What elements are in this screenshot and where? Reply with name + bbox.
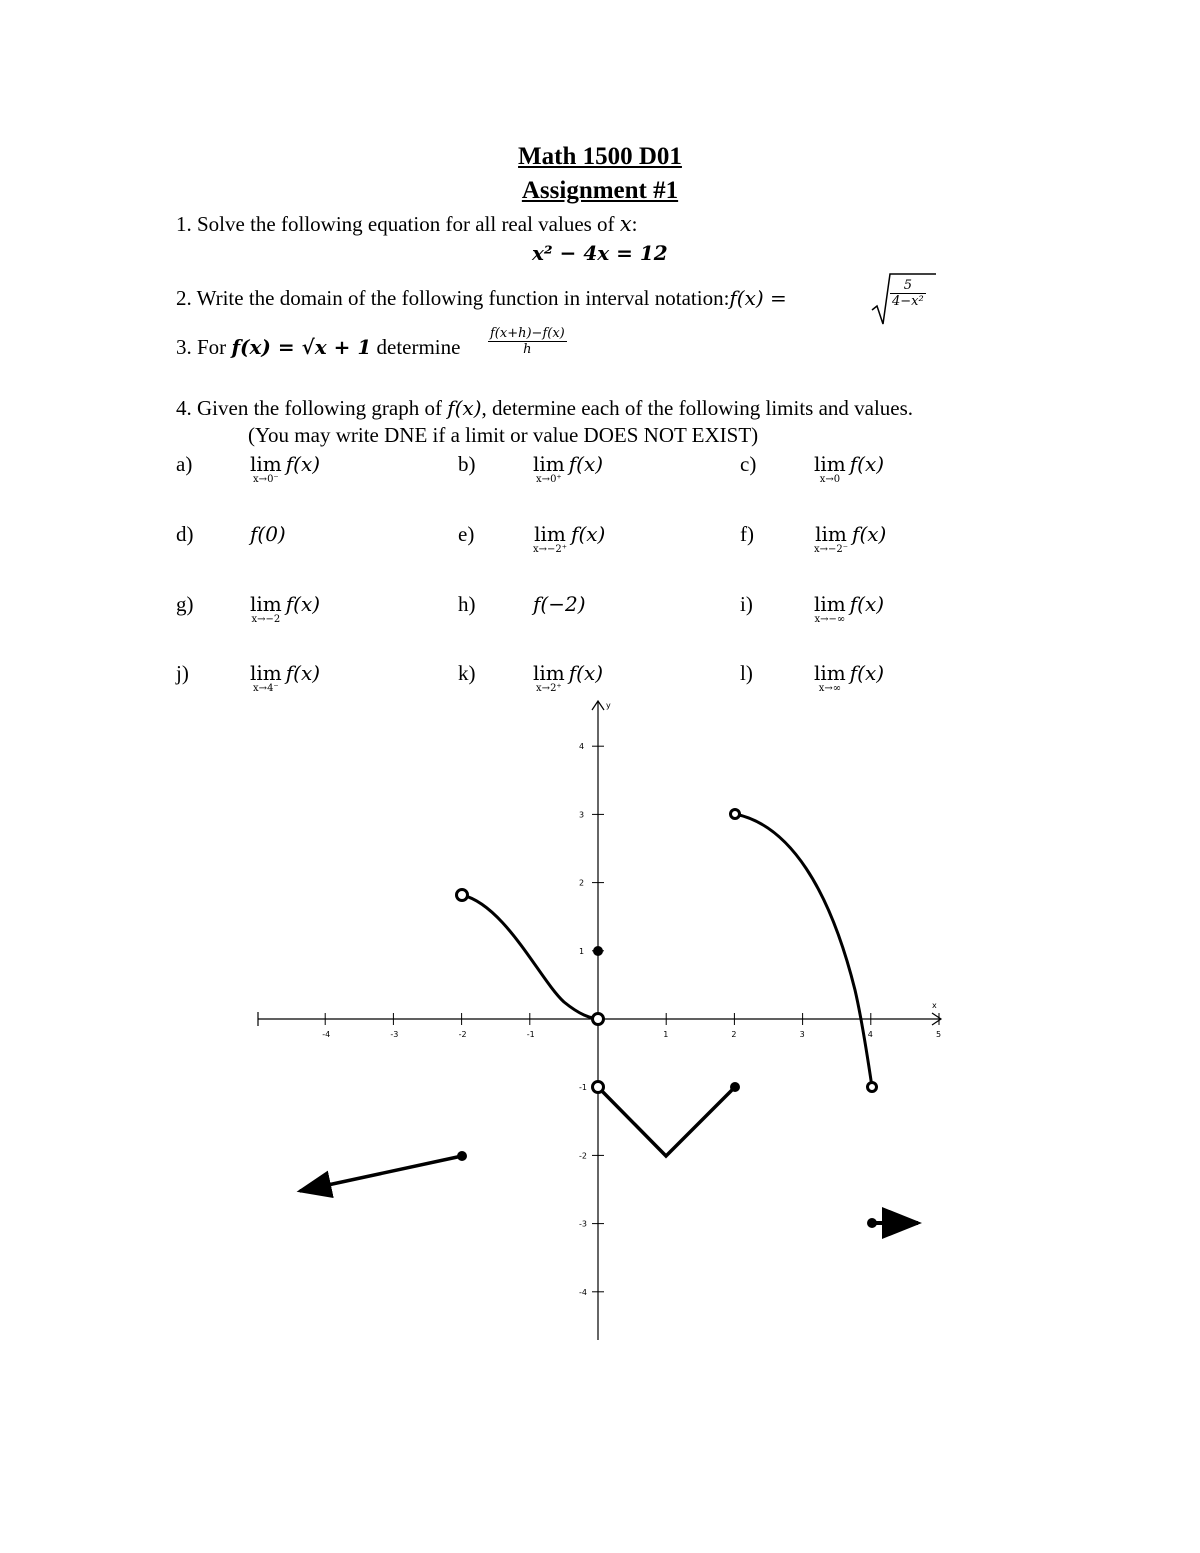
- item-label: i): [740, 592, 753, 616]
- y-tick-label: 2: [579, 878, 585, 888]
- question-1: [176, 212, 638, 237]
- item-expression: [814, 593, 884, 625]
- lim-word: lim: [250, 661, 282, 685]
- question-2-text: 2. Write the domain of the following function in interval notation:: [176, 286, 730, 310]
- lim-subscript: x→0⁺: [536, 474, 562, 485]
- y-axis-label: y: [606, 701, 611, 710]
- item-label: k): [458, 661, 476, 685]
- function-expression: f(x): [568, 661, 604, 685]
- curve-segment-2: [735, 814, 872, 1087]
- item-expression: [533, 523, 605, 555]
- open-point: [868, 1083, 877, 1092]
- curve-segment-1: [462, 895, 598, 1019]
- item-label: d): [176, 522, 194, 546]
- question-1-var: x: [619, 212, 632, 236]
- question-3-function: f(x) = √x + 1: [231, 335, 372, 359]
- function-expression: f(x): [285, 452, 321, 476]
- assignment-title: Assignment #1: [521, 177, 679, 204]
- item-expression: [814, 523, 886, 555]
- lim-subscript: x→∞: [818, 683, 842, 694]
- item-expression: [533, 453, 603, 485]
- y-tick-label: -2: [579, 1151, 587, 1161]
- question-4-text-a: 4. Given the following graph of: [176, 396, 442, 420]
- y-tick-label: -3: [579, 1219, 587, 1229]
- function-expression: f(x): [571, 522, 606, 546]
- lim-word: lim: [534, 522, 566, 546]
- lim-subscript: x→−2⁻: [814, 544, 849, 555]
- lim-word: lim: [814, 661, 846, 685]
- function-expression: f(x): [568, 452, 604, 476]
- question-2-lhs: f(x) =: [729, 286, 787, 310]
- function-expression: f(x): [849, 661, 885, 685]
- y-tick-label: 1: [579, 946, 585, 956]
- question-4-function: f(x): [447, 396, 482, 420]
- question-3: [176, 335, 460, 360]
- function-expression: f(x): [285, 592, 321, 616]
- question-3-fraction: [488, 326, 567, 357]
- x-tick-label: 4: [867, 1030, 873, 1039]
- function-expression: f(x): [849, 452, 885, 476]
- function-expression: f(x): [849, 592, 885, 616]
- x-tick-label: 3: [799, 1030, 805, 1039]
- item-expression: [250, 523, 286, 545]
- lim-subscript: x→2⁺: [536, 683, 562, 694]
- lim-subscript: x→0⁻: [253, 474, 279, 485]
- function-expression: f(x): [852, 522, 887, 546]
- item-label: l): [740, 661, 753, 685]
- lim-word: lim: [533, 452, 565, 476]
- question-4-line-1: [176, 396, 913, 421]
- open-point: [593, 1082, 604, 1093]
- item-label: g): [176, 592, 194, 616]
- open-point: [457, 890, 468, 901]
- lim-word: lim: [814, 592, 846, 616]
- lim-word: lim: [815, 522, 847, 546]
- lim-word: lim: [814, 452, 846, 476]
- left-ray: [300, 1156, 462, 1191]
- lim-subscript: x→0: [819, 474, 841, 485]
- x-tick-label: 1: [663, 1030, 669, 1039]
- question-2-numerator: 5: [890, 278, 926, 294]
- item-label: a): [176, 452, 193, 476]
- x-tick-label: -4: [322, 1030, 331, 1039]
- x-axis-label: x: [932, 1001, 937, 1010]
- question-3-numerator: f(x+h)−f(x): [490, 326, 565, 341]
- item-label: c): [740, 452, 757, 476]
- item-label: b): [458, 452, 476, 476]
- function-graph: [0, 690, 1200, 1350]
- open-point: [731, 810, 740, 819]
- closed-point: [730, 1082, 740, 1092]
- item-expression: [533, 593, 586, 615]
- x-tick-label: -3: [390, 1030, 399, 1039]
- closed-point: [593, 946, 603, 956]
- item-expression: [250, 593, 320, 625]
- function-expression: f(−2): [533, 592, 586, 616]
- question-3-determine: determine: [376, 335, 461, 359]
- question-1-colon: :: [631, 212, 638, 236]
- lim-subscript: x→−∞: [814, 614, 846, 625]
- item-label: h): [458, 592, 476, 616]
- x-tick-label: 5: [936, 1030, 942, 1039]
- open-point: [593, 1014, 604, 1025]
- v-segment: [598, 1087, 735, 1156]
- x-tick-label: -1: [526, 1030, 535, 1039]
- closed-point: [867, 1218, 877, 1228]
- y-tick-label: -4: [579, 1287, 587, 1297]
- function-expression: f(0): [250, 522, 286, 546]
- item-expression: [250, 453, 320, 485]
- lim-word: lim: [250, 592, 282, 616]
- y-tick-label: 4: [579, 742, 585, 752]
- item-label: f): [740, 522, 754, 546]
- lim-word: lim: [250, 452, 282, 476]
- question-4-line-2: (You may write DNE if a limit or value DOES NOT EXIST): [248, 423, 759, 447]
- question-2-denominator: 4−x²: [892, 294, 924, 309]
- lim-subscript: x→−2⁺: [533, 544, 568, 555]
- question-1-equation: x² − 4x = 12: [532, 241, 668, 265]
- question-3-denominator: h: [523, 342, 532, 357]
- lim-subscript: x→4⁻: [253, 683, 279, 694]
- lim-word: lim: [533, 661, 565, 685]
- item-expression: [814, 453, 884, 485]
- item-label: e): [458, 522, 475, 546]
- course-title: Math 1500 D01: [518, 143, 682, 170]
- question-4-text-b: , determine each of the following limits and values.: [481, 396, 914, 420]
- item-label: j): [176, 661, 189, 685]
- x-tick-label: -2: [458, 1030, 467, 1039]
- question-1-text: 1. Solve the following equation for all real values of: [176, 212, 615, 236]
- question-3-for: 3. For: [176, 335, 227, 359]
- question-2-fraction: [890, 278, 926, 309]
- x-tick-label: 2: [731, 1030, 737, 1039]
- y-tick-label: -1: [579, 1083, 587, 1093]
- question-2: [176, 286, 787, 311]
- function-expression: f(x): [285, 661, 321, 685]
- lim-subscript: x→−2: [251, 614, 281, 625]
- y-tick-label: 3: [579, 810, 585, 820]
- closed-point: [457, 1151, 467, 1161]
